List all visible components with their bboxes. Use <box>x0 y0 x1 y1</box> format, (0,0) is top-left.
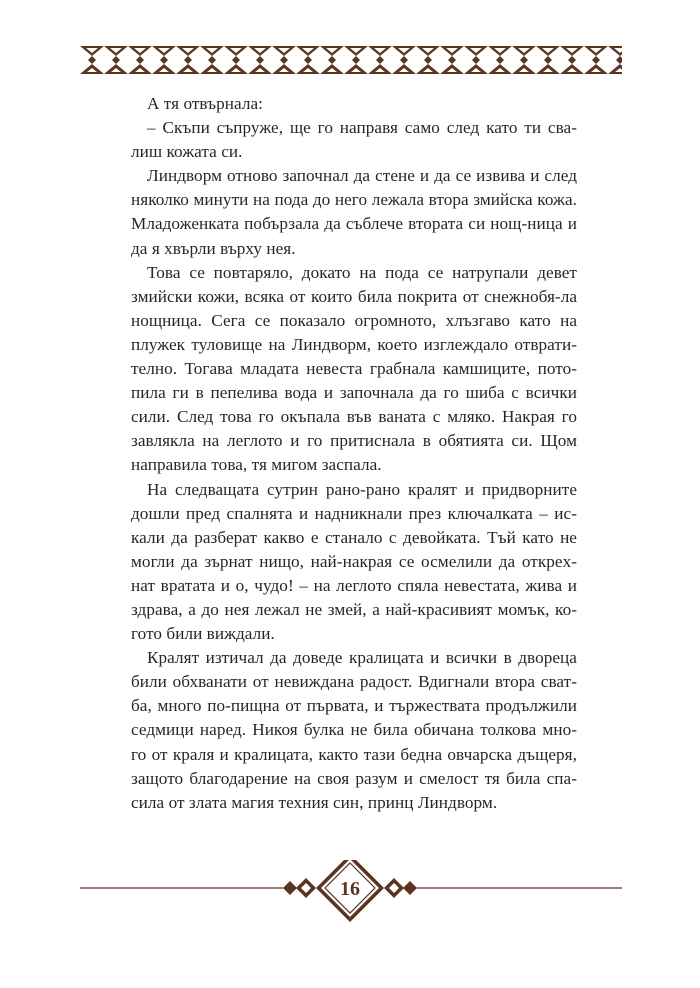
paragraph: Кралят изтичал да доведе кралицата и всички в двореца били обхванати от невиждана радост. Вдигнали втора сват-ба, много по-пищна от първата, и тържествата продължили седмици наред. Никоя булка не била обичана толкова мно-го от краля и кралицата, както тази бедна овчарска дъщеря, защото благодарение на своя разум и смелост тя била спа-сила от злата магия техния син, принц Линдворм. <box>131 648 577 812</box>
paragraph: – Скъпи съпруже, ще го направя само след като ти сва-лиш кожата си. <box>131 118 577 162</box>
paragraph: Линдворм отново започнал да стене и да се извива и след няколко минути на пода до него лежала втора змийска кожа. Младоженката побързала да съблече втората си нощ-ница и да я хвърли върху нея. <box>131 166 577 258</box>
paragraph: А тя отвърнала: <box>147 94 263 113</box>
paragraph: Това се повтаряло, докато на пода се натрупали девет змийски кожи, всяка от които била покрита от снежнобя-ла нощница. Сега се показало огромното, хлъзгаво като на плужек туловище на Линдворм, което изглеждало отврати-телно. Тогава младата невеста грабнала камшиците, пото-пила ги в пепелива вода и започнала да го шиба с всички сили. След това го окъпала във ваната с мляко. Накрая го завлякла на леглото и го притиснала в обятията си. Щом направила това, тя мигом заспала. <box>131 262 577 475</box>
story-text <box>131 92 577 815</box>
paragraph: На следващата сутрин рано-рано кралят и придворните дошли пред спалнята и надникнали през ключалката – ис-кали да разберат какво е станало с девойката. Тъй като не могли да зърнат нищо, най-накрая се осмелили да откреx-нат вратата и о, чудо! – на леглото спяла невестата, жива и здрава, а до нея лежал не змей, а най-красивият момък, ко-гото били виждали. <box>131 479 577 644</box>
page-number: 16 <box>340 878 360 900</box>
top-pattern-border <box>0 0 700 90</box>
